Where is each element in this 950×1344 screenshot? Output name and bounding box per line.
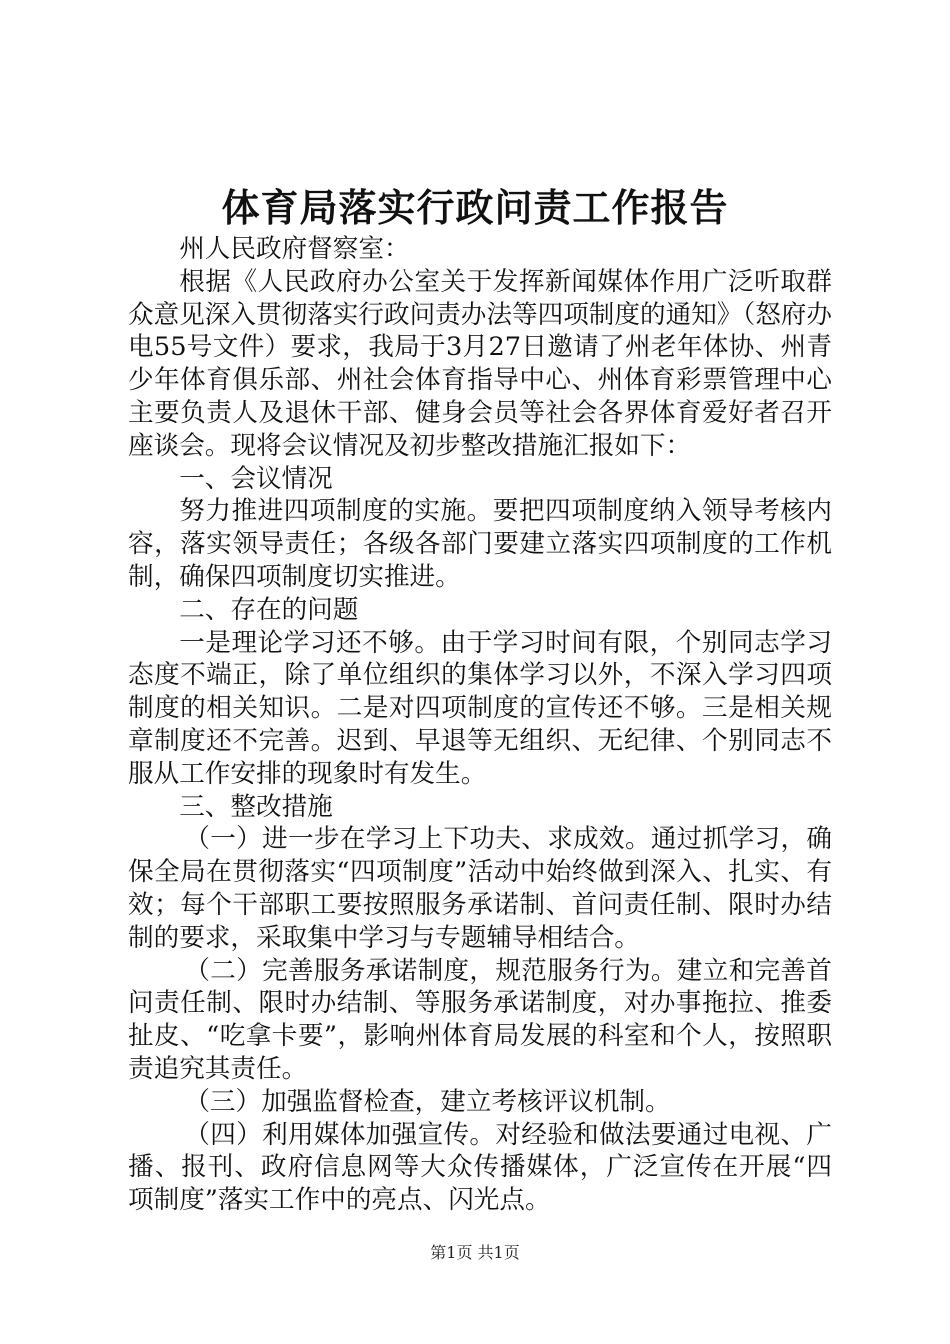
measure-item-1: （一）进一步在学习上下功夫、求成效。通过抓学习，确保全局在贯彻落实“四项制度”活动中始终做到深入、扎实、有效；每个干部职工要按照服务承诺制、首问责任制、限时办结制的要求，采取集中学习与专题辅导相结合。: [128, 824, 832, 953]
intro-paragraph: 根据《人民政府办公室关于发挥新闻媒体作用广泛听取群众意见深入贯彻落实行政问责办法等四项制度的通知》（怒府办电55号文件）要求，我局于3月27日邀请了州老年体协、州青少年体育俱乐部、州社会体育指导中心、州体育彩票管理中心主要负责人及退休干部、健身会员等社会各界体育爱好者召开座谈会。现将会议情况及初步整改措施汇报如下：: [128, 266, 832, 461]
measure-item-2: （二）完善服务承诺制度，规范服务行为。建立和完善首问责任制、限时办结制、等服务承诺制度，对办事拖拉、推委扯皮、“吃拿卡要”，影响州体育局发展的科室和个人，按照职责追究其责任。: [128, 955, 832, 1084]
problems-paragraph: 一是理论学习还不够。由于学习时间有限，个别同志学习态度不端正，除了单位组织的集体学习以外，不深入学习四项制度的相关知识。二是对四项制度的宣传还不够。三是相关规章制度还不完善。迟到、早退等无组织、无纪律、个别同志不服从工作安排的现象时有发生。: [128, 627, 832, 789]
document-body: [128, 233, 832, 1217]
meeting-paragraph: 努力推进四项制度的实施。要把四项制度纳入领导考核内容，落实领导责任；各级各部门要建立落实四项制度的工作机制，确保四项制度切实推进。: [128, 496, 832, 592]
section-heading-problems: 二、存在的问题: [179, 594, 359, 625]
measure-item-3: （三）加强监督检查，建立考核评议机制。: [184, 1086, 671, 1117]
section-heading-meeting: 一、会议情况: [179, 463, 333, 494]
document-title: 体育局落实行政问责工作报告: [221, 185, 729, 230]
measure-item-4: （四）利用媒体加强宣传。对经验和做法要通过电视、广播、报刊、政府信息网等大众传播媒体，广泛宣传在开展“四项制度”落实工作中的亮点、闪光点。: [128, 1119, 832, 1216]
section-heading-measures: 三、整改措施: [179, 791, 333, 822]
page-footer: 第1页 共1页: [430, 1243, 520, 1262]
salutation: 州人民政府督察室：: [179, 234, 410, 264]
